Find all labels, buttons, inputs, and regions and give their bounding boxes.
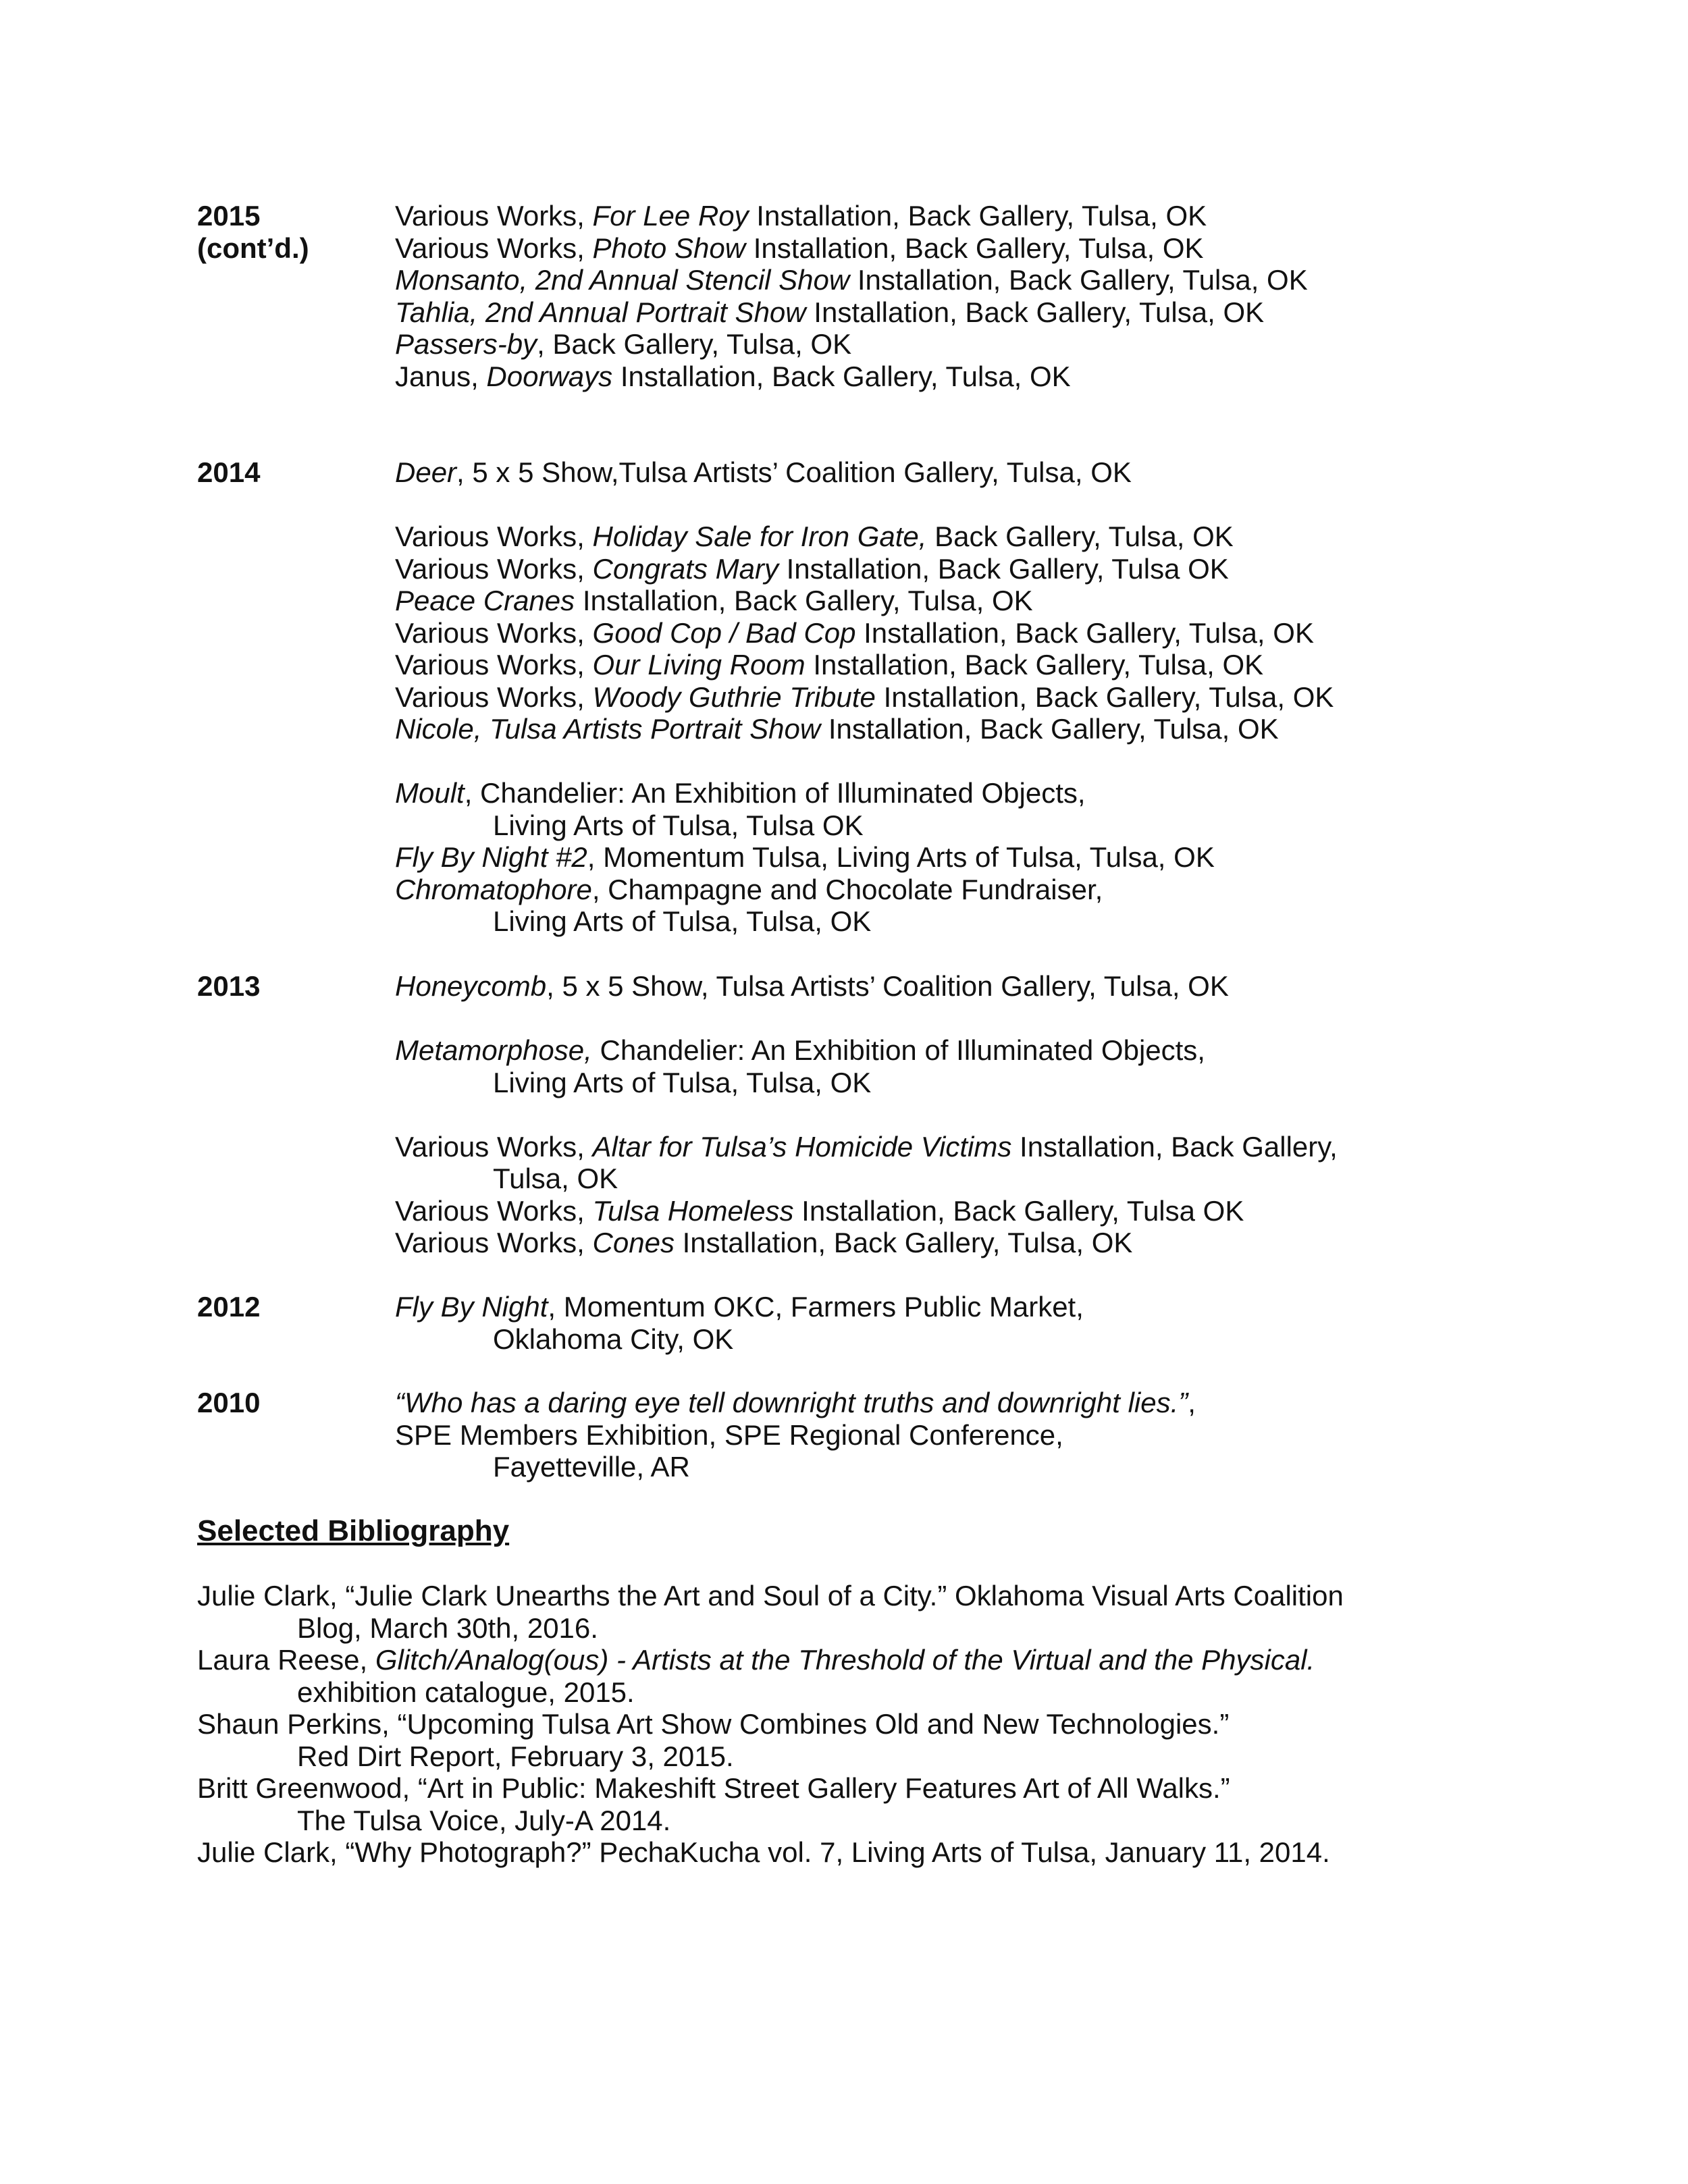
exhibition-entry-continued: Oklahoma City, OK — [493, 1323, 734, 1355]
exhibition-entry: Moult, Chandelier: An Exhibition of Illuminated Objects, — [395, 777, 1086, 809]
exhibition-entry: Deer, 5 x 5 Show,Tulsa Artists’ Coalition Gallery, Tulsa, OK — [395, 456, 1132, 488]
exhibition-entry-continued: Living Arts of Tulsa, Tulsa OK — [493, 809, 864, 841]
entries-2014 — [395, 456, 1489, 938]
entries-2013 — [395, 970, 1489, 1259]
exhibition-entry: Peace Cranes Installation, Back Gallery, Tulsa, OK — [395, 585, 1033, 616]
bibliography-entry: Laura Reese, Glitch/Analog(ous) - Artists at the Threshold of the Virtual and the Physical. — [197, 1644, 1315, 1676]
exhibition-entry: Various Works, Our Living Room Installation, Back Gallery, Tulsa, OK — [395, 649, 1264, 681]
bibliography-entry-continued: Red Dirt Report, February 3, 2015. — [297, 1740, 734, 1772]
year-2015: 2015 — [197, 200, 261, 232]
bibliography-entry: Julie Clark, “Why Photograph?” PechaKucha vol. 7, Living Arts of Tulsa, January 11, 2014. — [197, 1836, 1330, 1868]
year-2013: 2013 — [197, 970, 261, 1002]
bibliography-heading: Selected Bibliography — [197, 1514, 510, 1547]
exhibition-entry: Nicole, Tulsa Artists Portrait Show Installation, Back Gallery, Tulsa, OK — [395, 713, 1279, 745]
entries-2015 — [395, 200, 1489, 392]
year-label — [197, 200, 373, 264]
bibliography-entry-continued: Blog, March 30th, 2016. — [297, 1612, 598, 1644]
bibliography-entry: Britt Greenwood, “Art in Public: Makeshift Street Gallery Features Art of All Walks.” — [197, 1772, 1230, 1804]
entries-2012 — [395, 1291, 1489, 1355]
bibliography-entry: Julie Clark, “Julie Clark Unearths the Art and Soul of a City.” Oklahoma Visual Arts Coalition — [197, 1580, 1344, 1612]
exhibition-entry-continued: SPE Members Exhibition, SPE Regional Conference, — [395, 1418, 1063, 1451]
exhibition-entry: Various Works, Congrats Mary Installation, Back Gallery, Tulsa OK — [395, 552, 1229, 585]
exhibition-entry: Various Works, Holiday Sale for Iron Gate, Back Gallery, Tulsa, OK — [395, 521, 1234, 552]
bibliography-list — [197, 1580, 1514, 1869]
entries-2010 — [395, 1387, 1489, 1483]
bibliography-entry-continued: exhibition catalogue, 2015. — [297, 1676, 635, 1708]
exhibition-entry: Various Works, Altar for Tulsa’s Homicide Victims Installation, Back Gallery, — [395, 1130, 1338, 1163]
exhibition-entry: Various Works, Photo Show Installation, Back Gallery, Tulsa, OK — [395, 232, 1204, 264]
exhibition-entry: Various Works, For Lee Roy Installation, Back Gallery, Tulsa, OK — [395, 200, 1207, 232]
exhibition-entry: Passers-by, Back Gallery, Tulsa, OK — [395, 328, 852, 360]
exhibition-entry-continued: Tulsa, OK — [493, 1163, 618, 1194]
year-2012: 2012 — [197, 1291, 261, 1323]
exhibition-entry: Honeycomb, 5 x 5 Show, Tulsa Artists’ Coalition Gallery, Tulsa, OK — [395, 970, 1229, 1002]
exhibition-entry: Tahlia, 2nd Annual Portrait Show Installation, Back Gallery, Tulsa, OK — [395, 296, 1265, 328]
year-continued: (cont’d.) — [197, 232, 309, 264]
exhibition-entry: Various Works, Good Cop / Bad Cop Installation, Back Gallery, Tulsa, OK — [395, 616, 1314, 649]
exhibition-entry: Janus, Doorways Installation, Back Gallery, Tulsa, OK — [395, 360, 1071, 392]
exhibition-entry: Various Works, Tulsa Homeless Installation, Back Gallery, Tulsa OK — [395, 1194, 1244, 1227]
exhibition-entry-continued: Living Arts of Tulsa, Tulsa, OK — [493, 1066, 872, 1098]
exhibition-entry: Fly By Night #2, Momentum Tulsa, Living Arts of Tulsa, Tulsa, OK — [395, 841, 1215, 873]
exhibition-entry: Monsanto, 2nd Annual Stencil Show Installation, Back Gallery, Tulsa, OK — [395, 264, 1308, 296]
exhibition-entry-continued: Living Arts of Tulsa, Tulsa, OK — [493, 905, 872, 937]
exhibition-entry: “Who has a daring eye tell downright truths and downright lies.”, — [395, 1387, 1196, 1418]
exhibition-entry: Various Works, Cones Installation, Back Gallery, Tulsa, OK — [395, 1227, 1133, 1258]
bibliography-entry-continued: The Tulsa Voice, July-A 2014. — [297, 1804, 671, 1836]
exhibition-entry: Metamorphose, Chandelier: An Exhibition of Illuminated Objects, — [395, 1034, 1205, 1066]
exhibition-entry: Chromatophore, Champagne and Chocolate Fundraiser, — [395, 873, 1103, 905]
exhibition-entry: Fly By Night, Momentum OKC, Farmers Public Market, — [395, 1291, 1084, 1323]
exhibition-entry: Various Works, Woody Guthrie Tribute Installation, Back Gallery, Tulsa, OK — [395, 681, 1334, 713]
exhibition-entry-continued: Fayetteville, AR — [493, 1451, 690, 1483]
bibliography-entry: Shaun Perkins, “Upcoming Tulsa Art Show Combines Old and New Technologies.” — [197, 1708, 1230, 1740]
year-2010: 2010 — [197, 1387, 261, 1418]
year-2014: 2014 — [197, 456, 261, 488]
